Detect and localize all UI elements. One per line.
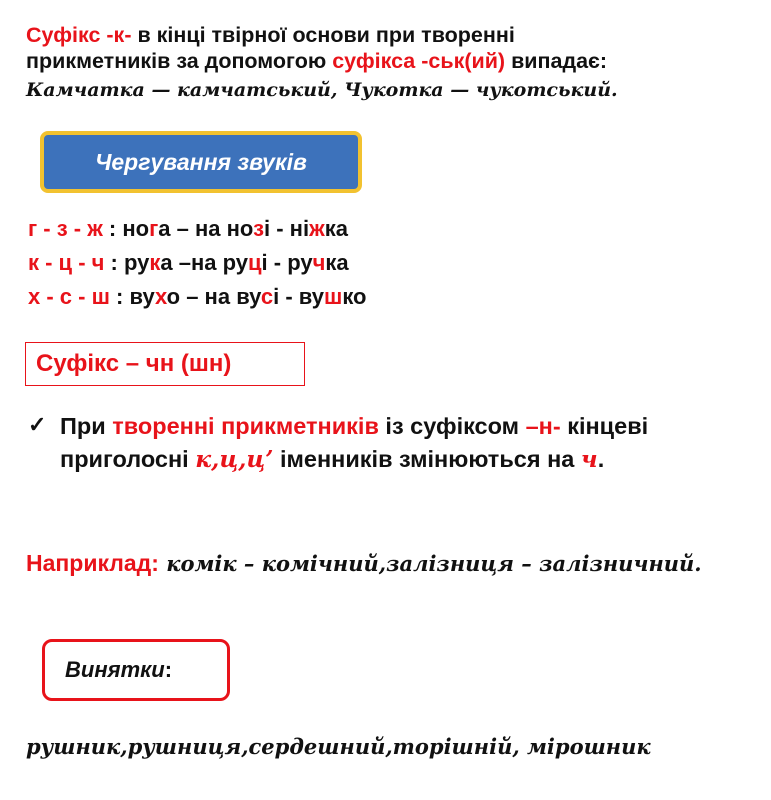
word-part: ж — [309, 216, 325, 241]
exceptions-list: рушник,рушниця,сердешний,торішній, мірошник — [26, 734, 651, 759]
word-part: х — [154, 284, 167, 309]
word-part: о – на ву — [166, 284, 261, 309]
word-part: с — [260, 284, 274, 309]
suffix-k-text-3: випадає: — [505, 49, 608, 73]
alternation-badge — [40, 131, 362, 193]
alternation-row — [28, 214, 348, 244]
rule-text: кінцеві приголосні — [60, 413, 649, 472]
word-part: ка — [325, 250, 349, 275]
check-icon: ✓ — [28, 412, 47, 437]
exceptions-box — [42, 639, 230, 701]
word-part: ву — [129, 284, 155, 309]
word-part: ру — [123, 250, 150, 275]
rule-highlight: к,ц,ц’ — [195, 445, 274, 473]
word-part: і - ні — [264, 216, 310, 241]
exceptions-colon: : — [164, 657, 173, 682]
word-part: но — [122, 216, 150, 241]
suffix-sk-label: суфікса -ськ(ий) — [332, 49, 506, 73]
alternation-letters: г - з - ж — [28, 216, 103, 241]
suffix-k-rule — [26, 22, 766, 74]
word-part: і - ру — [261, 250, 313, 275]
rule-highlight: –н- — [525, 413, 561, 439]
example-text: комік – комічний,залізниця – залізничний. — [158, 551, 702, 576]
word-part: а –на ру — [160, 250, 248, 275]
alternation-letters: х - с - ш — [28, 284, 110, 309]
example-label: Наприклад: — [26, 550, 159, 576]
rule-text: із суфіксом — [378, 413, 526, 439]
suffix-k-example: Камчатка — камчатський, Чукотка — чукотський. — [26, 79, 618, 101]
word-part: і - ву — [273, 284, 324, 309]
exceptions-label — [65, 657, 172, 683]
word-part: г — [149, 216, 159, 241]
exceptions-label-text: Винятки — [65, 657, 165, 682]
suffix-chn-box — [25, 342, 305, 386]
rule-text: . — [597, 446, 605, 472]
word-part: к — [149, 250, 161, 275]
word-part: ка — [324, 216, 348, 241]
suffix-chn-rule — [60, 410, 750, 476]
suffix-k-text-1: в кінці твірної основи при творенні — [131, 23, 515, 47]
suffix-k-text-2: прикметників за допомогою — [26, 49, 333, 73]
alternation-sep: : — [109, 284, 130, 309]
word-part: ш — [323, 284, 343, 309]
rule-highlight: творенні прикметників — [112, 413, 379, 439]
word-part: ц — [248, 250, 262, 275]
word-part: з — [253, 216, 264, 241]
alternation-sep: : — [102, 216, 123, 241]
example-block — [26, 548, 766, 579]
alternation-row — [28, 248, 349, 278]
rule-text: При — [60, 413, 113, 439]
word-part: ч — [312, 250, 326, 275]
suffix-chn-label: Суфікс – чн (шн) — [36, 350, 232, 377]
alternation-badge-label: Чергування звуків — [95, 148, 307, 175]
alternation-sep: : — [104, 250, 124, 275]
rule-text: іменників змінюються на — [273, 446, 581, 472]
word-part: ко — [342, 284, 367, 309]
rule-highlight: ч — [580, 445, 598, 473]
alternation-row — [28, 282, 367, 312]
word-part: а – на но — [158, 216, 254, 241]
alternation-letters: к - ц - ч — [28, 250, 105, 275]
suffix-k-label: Суфікс -к- — [26, 23, 132, 47]
